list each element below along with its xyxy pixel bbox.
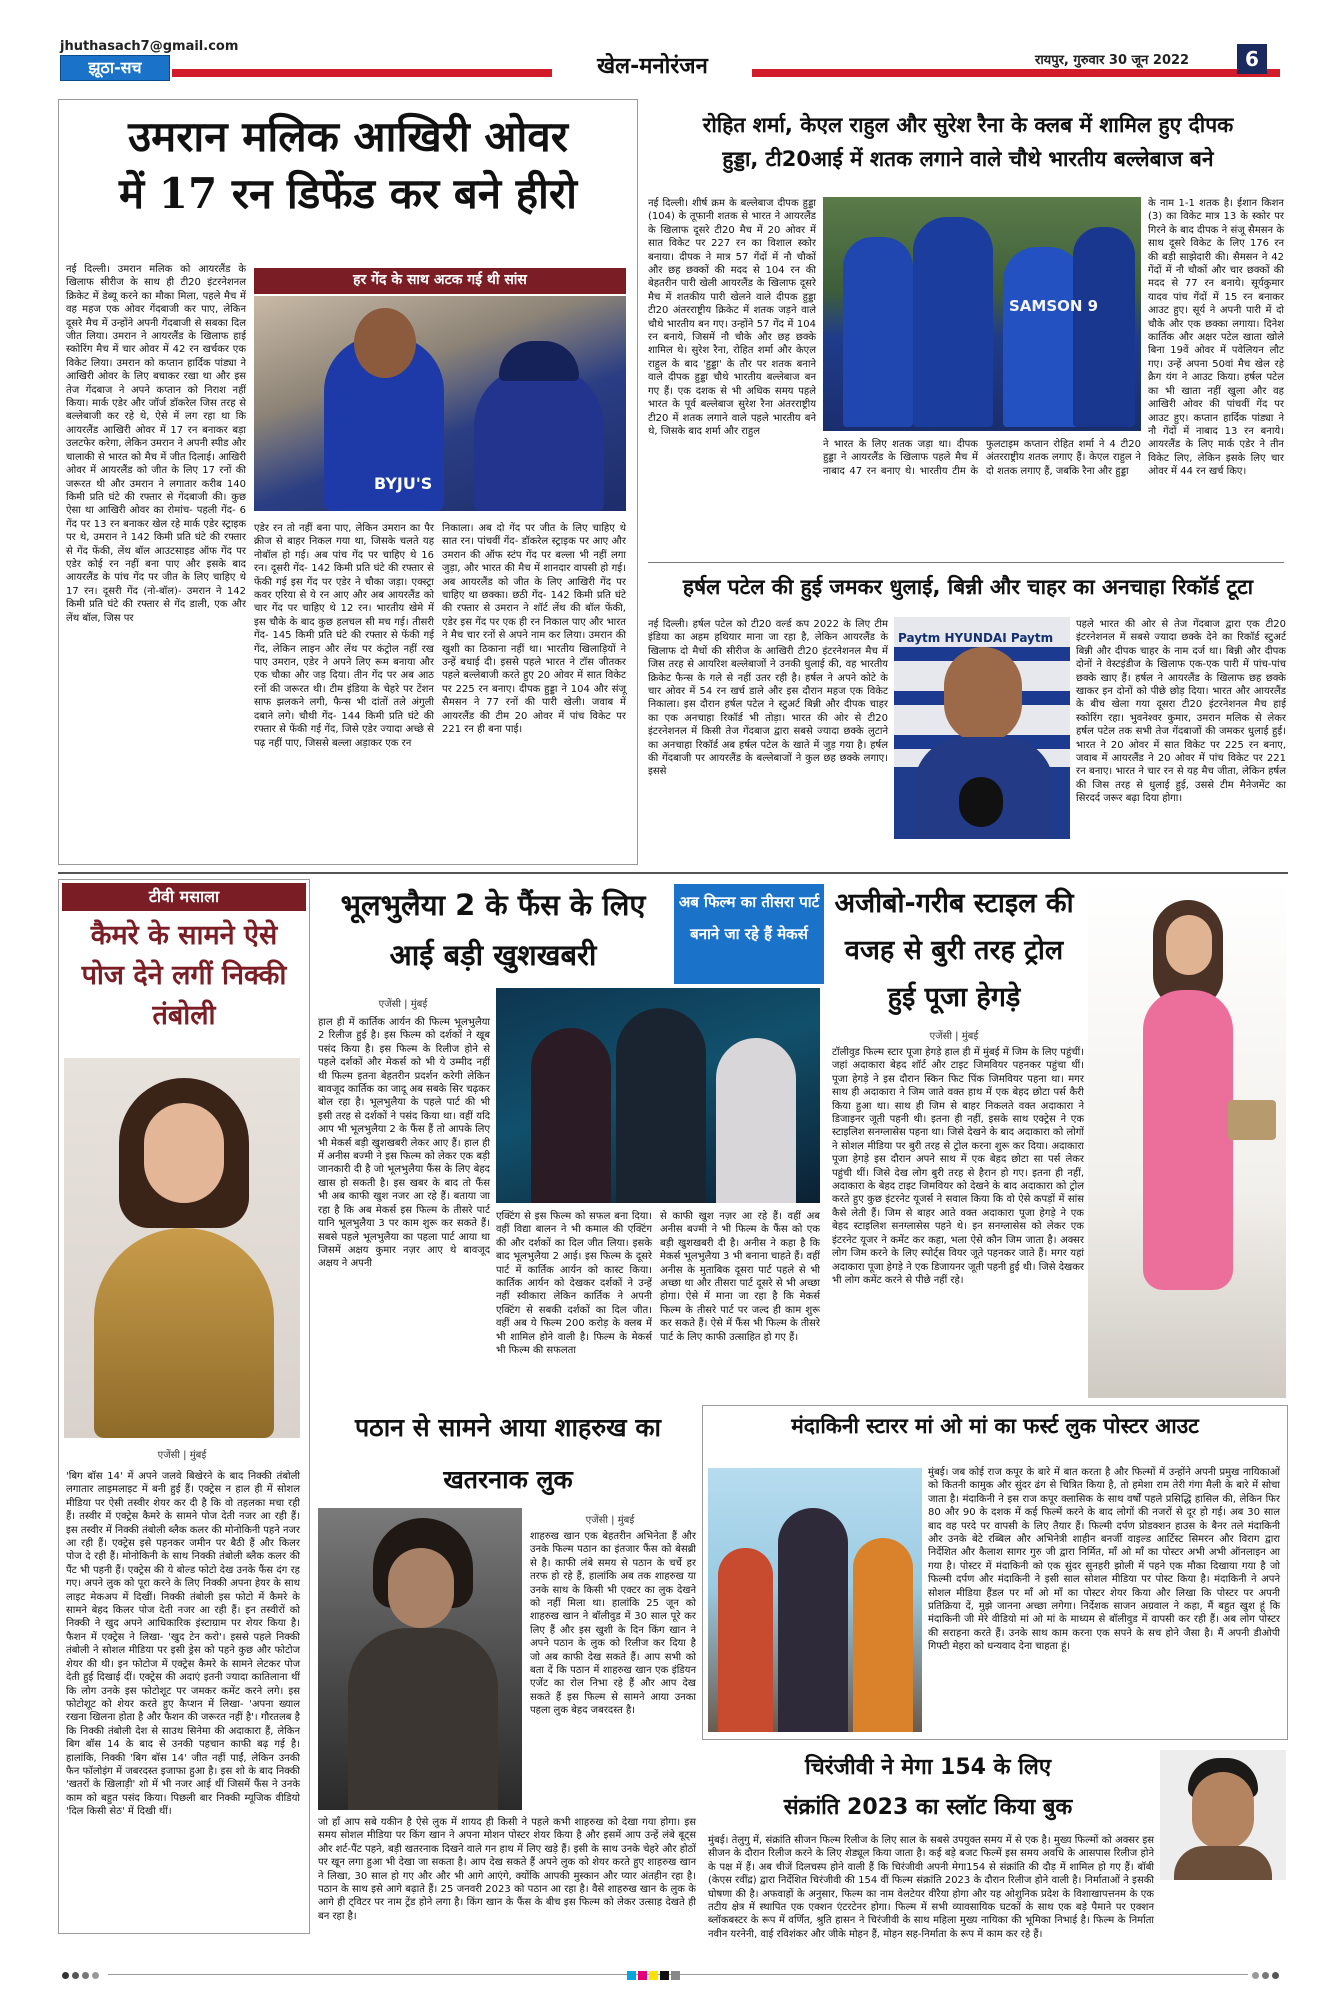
harshal-photo	[894, 617, 1070, 839]
bhool-sidebar: अब फिल्म का तीसरा पार्ट बनाने जा रहे हैं मेकर्स	[674, 884, 824, 984]
mandakini-body: मुंबई। जब कोई राज कपूर के बारे में बात करता है और फिल्मों में उन्होंने अपनी प्रमुख नायिकाओं को कितनी कामुक और सुंदर ढंग से चित्रित किया है, तो हमेशा राम तेरी गंगा मैली के बारे में सोचा जाता है। मंदाकिनी ने इस राज कपूर क्लासिक के साथ वर्षों पहले प्रसिद्धि हासिल की, लेकिन फिर 80 और 90 के दशक में कई फिल्में करने के बाद लोगों की नजरों से दूर हो गई। अब 30 साल बाद वह परदे पर वापसी के लिए तैयार हैं। फिल्मी दर्पण प्रोडक्शन हाउस के बैनर तले मंदाकिनी और उनके बेटे रब्बिल और अभिनेत्री शाहीन बनर्जी वाइल्ड आर्टिस्ट सिमरन और विराग द्वारा निर्देशित और कैलाश सागर गुरु जी द्वारा निर्मित, माँ ओ माँ का पोस्टर अभी अभी ऑनलाइन आ गया है। पोस्टर में मंदाकिनी को एक सुंदर सुनहरी झोली में पहने एक मौका दिखाया गया है जो फिल्मी दर्पण और मंदाकिनी ने इसी साल सोशल मीडिया पर पोस्ट किया है। मंदाकिनी ने अपने सोशल मीडिया हैंडल पर माँ ओ माँ का पोस्टर शेयर किया और लिखा कि पोस्टर पर अपनी प्रतिक्रिया दें, मुझे जानना अच्छा लगेगा। निर्देशक साजन अग्रवाल ने कहा, मैं बहुत खुश हूं कि मंदाकिनी जी मेरे वीडियो मां ओ मां के माध्यम से बॉलीवुड में वापसी कर रही हैं। अब लोग पोस्टर की सराहना करते हैं। उनके साथ काम करना एक सपने के सच होने जैसा है। मैं अपनी डीओपी गिफ्टी मेहरा को धन्यवाद देना चाहता हूं।	[928, 1467, 1280, 1653]
mandakini-poster	[708, 1468, 922, 1732]
harshal-face	[944, 647, 1022, 743]
rohit-headline-line2: हुड्डा, टी20आई में शतक लगाने वाले चौथे भारतीय बल्लेबाज बने	[722, 147, 1214, 171]
bhool-col-2: एक्टिंग से इस फिल्म को सफल बना दिया। वहीं विद्या बालन ने भी कमाल की एक्टिंग की और दर्शकों का दिल जीत लिया। इसके बाद भूलभुलैया 2 आई। इस फिल्म के दूसरे पार्ट में कार्तिक आर्यन को कास्ट किया। कार्तिक आर्यन को देखकर दर्शकों ने उन्हें नहीं स्वीकारा लेकिन कार्तिक ने अपनी एक्टिंग से सबकी दर्शकों का दिल जीत। वहीं अब ये फिल्म 200 करोड़ के क्लब में भी शामिल होने वाली है। फिल्म के मेकर्स भी फिल्म की सफलता	[496, 1211, 652, 1357]
umran-headline-line1: उमरान मलिक आखिरी ओवर	[128, 112, 568, 161]
umran-photo	[254, 296, 626, 511]
bottom-color-bar	[626, 1968, 681, 1982]
reg-swatch-gray	[671, 1971, 680, 1980]
harshal-col-1: नई दिल्ली। हर्षल पटेल को टी20 वर्ल्ड कप 2022 के लिए टीम इंडिया का अहम हथियार माना जा रहा है, लेकिन आयरलैंड के खिलाफ दो मैचों की सीरीज के आखिरी टी20 इंटरनेशनल मैच में जिस तरह से आयरिश बल्लेबाजों ने उनकी धुलाई की, वह भारतीय क्रिकेट फैन्स के गले से नहीं उतर रही है। हर्षल ने अपने कोटे के चार ओवर में 54 रन खर्च डाले और इस दौरान महज एक विकेट निकाला। इस दौरान हर्षल पटेल ने स्टुअर्ट बिन्नी और दीपक चाहर का एक अनचाहा रिकॉर्ड भी तोड़ा। भारत की ओर से टी20 इंटरनेशनल में किसी तेज गेंदबाज द्वारा सबसे ज्यादा छक्के लुटाने का अनचाहा रिकॉर्ड अब हर्षल पटेल के खाते में जुड़ गया है। हर्षल की गेंदबाजी पर आयरलैंड के बल्लेबाजों ने कुल छह छक्के लगाए। इससे	[648, 619, 888, 778]
chiranjeevi-headline-line1: चिरंजीवी ने मेगा 154 के लिए	[805, 1755, 1051, 1780]
mandakini-figure-3	[853, 1538, 913, 1732]
chiranjeevi-shirt	[1174, 1846, 1272, 1880]
harshal-mic	[959, 777, 1003, 827]
bhool-poster-figure-right	[716, 1038, 796, 1203]
pathan-headline-line1: पठान से सामने आया शाहरुख का	[354, 1413, 662, 1442]
pooja-face	[1166, 915, 1212, 975]
pathan-col-2: जो हाँ आप सबे यकीन है ऐसे लुक में शायद ही किसी ने पहले कभी शाहरुख को देखा गया होगा। इस समय सोशल मीडिया पर किंग खान ने अपना मोशन पोस्टर शेयर किया है और इसमें आप उन्हें लंबे बूट्स और शर्ट-पैंट पहने, बड़ी खतरनाक दिखने वाले गन हाथ में लिए खड़े हैं। इसी के साथ उनके चेहरे और होठों पर खून लगा हुआ भी देखा जा सकता है। आप देख सकते हैं अपने लुक को शेयर करते हुए शाहरुख खान ने लिखा, 30 साल हो गए और और भी आगे आएंगे, क्योंकि आपकी मुस्कान और प्यार अंतहीन रहा है। पठान के साथ इसे आगे बढ़ाते हैं। 25 जनवरी 2023 को पठान आ रहा है। वैसे शाहरुख खान के लुक के आगे ही ट्विटर पर नाम ट्रेंड होने लगा है। किंग खान के फैंस के बीच इस फिल्म को लेकर उत्साह देखते ही बन रहा है।	[318, 1817, 696, 1922]
pathan-body	[348, 1628, 498, 1810]
bottom-strip-right	[1252, 1968, 1282, 1982]
reg-swatch-black	[660, 1971, 669, 1980]
header-red-bar-right	[752, 69, 1280, 77]
header-date: रायपुर, गुरुवार 30 जून 2022	[1035, 53, 1190, 68]
nikki-face	[144, 1103, 224, 1203]
umran-col-2: एडेर रन तो नहीं बना पाए, लेकिन उमरान का पैर क्रीज से बाहर निकल गया था, जिसके चलते यह नोबॉल हो गई। अब पांच गेंद पर चाहिए थे 16 रन। दूसरी गेंद- 142 किमी प्रति घंटे की रफ्तार से फेंकी गई इस गेंद पर एडेर ने चौका जड़ा। एक्स्ट्रा कवर एरिया से ये रन आए और अब आयरलैंड को चार गेंद पर चाहिए थे 12 रन। भारतीय खेमे में इस चौके के बाद कुछ हलचल सी मच गई। तीसरी गेंद- 145 किमी प्रति घंटे की रफ्तार से फेंकी गई गेंद, लेकिन लाइन और लेंथ पर कंट्रोल नहीं रख पाए उमरान, एडेर ने अपने लिए रूम बनाया और एक चौका और जड़ दिया। तीन गेंद पर अब आठ रनों की जरूरत थी। टीम इंडिया के चेहरे पर टेंशन साफ झलकने लगी, फैन्स भी दांतों तले अंगुली दबाने लगे। चौथी गेंद- 144 किमी प्रति घंटे की रफ्तार से फेंकी गई गेंद, जिसे एडेर ज्यादा अच्छे से पढ़ नहीं पाए, जिससे बल्ला अड़ाकर एक रन	[254, 523, 434, 749]
pathan-photo	[318, 1508, 522, 1810]
bhool-col-3: से काफी खुश नज़र आ रहे हैं। वहीं अब अनीस बज्मी ने भी फिल्म के फैंस को एक बड़ी खुशखबरी दी है। अनीस ने कहा है कि मेकर्स भूलभुलैया 3 भी बनाना चाहते हैं। वहीं अनीस के मुताबिक दूसरा पार्ट पहले से भी अच्छा था और तीसरा पार्ट दूसरे से भी अच्छा होगा। ऐसे में माना जा रहा है कि मेकर्स फिल्म के तीसरे पार्ट पर जल्द ही काम शुरू कर सकते हैं। ऐसे में फैंस भी फिल्म के तीसरे पार्ट के लिए काफी उत्साहित हो गए हैं।	[660, 1211, 820, 1343]
mandakini-figure-1	[718, 1548, 773, 1732]
nikki-photo	[64, 1058, 300, 1438]
brand-label: झूठा-सच	[88, 58, 142, 77]
umran-player-2-cap	[499, 341, 579, 381]
rohit-headline	[648, 108, 1288, 176]
nikki-tag: टीवी मसाला	[62, 883, 306, 911]
reg-dot	[82, 1972, 89, 1979]
rohit-col-3: के नाम 1-1 शतक है। ईशान किशन (3) का विकेट मात्र 13 के स्कोर पर गिरने के बाद दीपक ने संजू सैमसन के साथ दूसरे विकेट के लिए 176 रन की बड़ी साझेदारी की। सैमसन ने 42 गेंदों में नौ चौकों और चार छक्कों की मदद से 77 रन बनाये। सूर्यकुमार यादव पांच गेंदों में 15 रन बनाकर आउट हुए। सूर्य ने अपनी पारी में दो चौके और एक छक्का लगाया। दिनेश कार्तिक और अक्षर पटेल खाता खोले बिना 19वें ओवर में पवेलियन लौट गए। उन्हें अपना 50वां मैच खेल रहे क्रैग यंग ने आउट किया। हर्षल पटेल का भी खाता नहीं खुला और वह आखिरी ओवर की पांचवीं गेंद पर आउट हुए। कप्तान हार्दिक पांड्या ने नौ गेंदों में नाबाद 13 रन बनाये। आयरलैंड के लिए मार्क एडेर ने तीन विकेट लिए, लेकिन इसके लिए चार ओवर में 44 रन खर्च किए।	[1148, 198, 1284, 478]
pathan-face	[388, 1548, 454, 1628]
mandakini-figure-2	[778, 1508, 848, 1732]
pooja-bag	[1228, 1100, 1276, 1140]
reg-dot	[1252, 1972, 1259, 1979]
pooja-outfit	[1143, 990, 1233, 1290]
pathan-headline	[318, 1402, 698, 1506]
brand-box	[60, 55, 170, 81]
pooja-headline: अजीबो-गरीब स्टाइल की वजह से बुरी तरह ट्रोल हुई पूजा हेगड़े	[834, 888, 1074, 1013]
header-email[interactable]: jhuthasach7@gmail.com	[60, 39, 239, 54]
bottom-strip-left	[62, 1968, 102, 1982]
rohit-player-3	[1003, 247, 1083, 427]
bhool-poster	[496, 988, 820, 1203]
harshal-photo-text: Paytm HYUNDAI Paytm	[898, 631, 1054, 645]
bhool-headline: भूलभुलैया 2 के फैंस के लिए आई बड़ी खुशखबरी	[340, 888, 646, 972]
reg-swatch-yellow	[649, 1971, 658, 1980]
page-number	[1237, 44, 1267, 74]
umran-headline-line2: में 17 रन डिफेंड कर बने हीरो	[119, 169, 577, 218]
pathan-col-1: शाहरुख खान एक बेहतरीन अभिनेता हैं और उनके फिल्म पठान का इंतजार फैंस को बेसब्री से है। काफी लंबे समय से पठान के चर्चे हर तरफ हो रहे हैं, हालांकि अब तक शाहरुख या उनके साथ के किसी भी एक्टर का लुक देखने को नहीं मिला था। हालांकि 25 जून को शाहरुख खान ने बॉलीवुड में 30 साल पूरे कर लिए हैं और इस खुशी के दिन किंग खान ने अपने पठान के लुक को रिलीज कर दिया है जो अब काफी देख सकते हैं। आप सभी को बता दें कि पठान में शाहरुख खान एक इंडियन एजेंट का रोल निभा रहे हैं और आप देख सकते हैं इस फिल्म से सामने आया उनका पहला लुक बेहद जबरदस्त है।	[530, 1531, 696, 1717]
chiranjeevi-photo	[1160, 1750, 1286, 1880]
reg-dot	[1262, 1972, 1269, 1979]
rohit-col-1: नई दिल्ली। शीर्ष क्रम के बल्लेबाज दीपक हुड्डा (104) के तूफानी शतक से भारत ने आयरलैंड के खिलाफ दूसरे टी20 मैच में 20 ओवर में सात विकेट पर 227 रन का विशाल स्कोर बनाया। दीपक ने मात्र 57 गेंदों में नौ चौकों और छह छक्कों की मदद से 104 रन की बेहतरीन पारी खेली आयरलैंड के खिलाफ दूसरे मैच में शतकीय पारी खेलने वाले दीपक हुड्डा टी20 अंतरराष्ट्रीय क्रिकेट में शतक जड़ने वाले चौथे भारतीय बन गए। उन्होंने 57 गेंद में 104 रन बनाये, जिसमें नौ चौके और छह छक्के शामिल थे। सुरेश रैना, रोहित शर्मा और केएल राहुल के बाद 'हुड्डा' के तौर पर शतक बनाने वाले दीपक हुड्डा चौथे भारतीय बल्लेबाज बन गए हैं। एक दशक से भी अधिक समय पहले भारत के पूर्व बल्लेबाज सुरेश रैना अंतरराष्ट्रीय टी20 में शतक लगाने वाले पहले भारतीय बने थे, जिसके बाद शर्मा और राहुल	[648, 198, 816, 437]
rohit-player-2	[913, 217, 993, 427]
umran-photo-text: BYJU'S	[374, 474, 433, 493]
header-red-bar-left	[172, 69, 552, 77]
rohit-photo	[823, 197, 1141, 431]
pooja-photo	[1088, 880, 1286, 1398]
umran-player-1-head	[354, 308, 416, 378]
umran-player-2	[474, 366, 604, 511]
bhool-byline: एजेंसी | मुंबई	[378, 999, 428, 1010]
umran-photo-caption: हर गेंद के साथ अटक गई थी सांस	[254, 268, 626, 294]
reg-dot	[1272, 1972, 1279, 1979]
reg-swatch-magenta	[638, 1971, 647, 1980]
nikki-body: 'बिग बॉस 14' में अपने जलवे बिखेरने के बाद निक्की तंबोली लगातार लाइमलाइट में बनी हुई हैं। एक्ट्रेस न हाल ही में सोशल मीडिया पर ऐसी तस्वीर शेयर कर दी है कि वो तहलका मचा रही हैं। तस्वीर में एक्ट्रेस कैमरे के सामने पोज देती नजर आ रही हैं। इस तस्वीर में निक्की तंबोली ब्लैक कलर की मोनोकिनी पहने नजर आ रही हैं। एक्ट्रेस इसे पहनकर जमीन पर बैठी हैं और किलर पोज दे रही हैं। मोनोकिनी के साथ निक्की तंबोली ब्लैक कलर की पैंट भी पहनी हैं। एक्ट्रेस की ये बोल्ड फोटो देख उनके फैंस दंग रह गए। अपने लुक को पूरा करने के लिए निक्की अपना हेयर के साथ लाइट मेकअप में दिखीं। निक्की तंबोली इस फोटो में कैमरे के सामने बेहद किलर पोज देती नजर आ रही हैं। इन तस्वीरों को निक्की ने खुद अपने आधिकारिक इंस्टाग्राम पर शेयर किया है। फैशन में एक्ट्रेस ने लिखा- 'खुद टेन करो'। इससे पहले निक्की तंबोली ने सोशल मीडिया पर इसी ड्रेस को पहने कुछ और फोटोज शेयर की थी। इन फोटोज में एक्ट्रेस कैमरे के सामने लेटकर पोज देती हुई दिखाई दीं। एक्ट्रेस की अदाएं इतनी ज्यादा कातिलाना थीं कि लोग उनके इस फोटोशूट पर जमकर कमेंट करने लगे। इस फोटोशूट को शेयर करते हुए कैप्शन में लिखा- 'अपना ख्याल रखना खिलना होता है और फैशन की जरूरत नहीं है'। गौरतलब है कि निक्की तंबोली देश से साउथ सिनेमा की अदाकारा हैं, लेकिन बिग बॉस 14 के बाद से उनकी पहचान काफी बढ़ गई है। हालांकि, निक्की 'बिग बॉस 14' जीत नहीं पाईं, लेकिन उनकी फैन फॉलोइंग में जबरदस्त इजाफा हुआ है। इस शो के बाद निक्की 'खतरों के खिलाड़ी' शो में भी नजर आई थीं जिसमें फैंस ने उनके काम को बहुत पसंद किया। पिछली बार निक्की म्यूजिक वीडियो 'दिल किसी सेठ' में दिखी थीं।	[66, 1471, 300, 1818]
reg-swatch-cyan	[627, 1971, 636, 1980]
rohit-col-2: ने भारत के लिए शतक जड़ा था। दीपक हुड्डा ने आयरलैंड के खिलाफ पहले मैच में नाबाद 47 रन बनाए थे। भारतीय टीम के फुलटाइम कप्तान रोहित शर्मा ने 4 टी20 अंतरराष्ट्रीय शतक लगाए हैं। केएल राहुल ने दो शतक लगाए हैं, जबकि रैना और हुड्डा	[823, 439, 1141, 477]
pooja-body: टॉलीवुड फिल्म स्टार पूजा हेगड़े हाल ही में मुंबई में जिम के लिए पहुंचीं। जहां अदाकारा बेहद शॉर्ट और टाइट जिमवियर पहनकर पहुंचा थीं। पूजा हेगड़े ने इस दौरान स्किन फिट पिंक जिमवियर पहना था। मगर साथ ही अदाकारा ने जिम जाते वक्त हाथ में एक बेहद छोटा पर्स कैरी किया हुआ था। साथ ही जिम से बाहर निकलते वक्त अदाकारा ने डिजाइनर जूती पहनी थी। इतना ही नहीं, इसके साथ एक्ट्रेस ने एक स्टाइलिश सनग्लासेस पहना था। जिसे देखने के बाद अदाकारा को लोगों ने सोशल मीडिया पर बुरी तरह से ट्रोल करना शुरू कर दिया। अदाकारा पूजा हेगड़े इस दौरान अपने साथ में एक बेहद छोटा सा पर्स लेकर पहुंची थीं। जिसे देख लोग बुरी तरह से हैरान हो गए। इतना ही नहीं, अदाकारा के बेहद टाइट जिमवियर को देखने के बाद अदाकारा को ट्रोल करते हुए कुछ इंटरनेट यूजर्स ने सवाल किया कि वो ऐसे कपड़ों में सांस कैसे लेती हैं। जिम से बाहर आते वक्त अदाकारा पूजा हेगड़े ने एक बेहद स्टाइलिश सनग्लासेस पहने थे। इन सनग्लासेस को लेकर एक इंटरनेट यूजर ने कमेंट कर कहा, भला ऐसे कौन जिम जाता है। अक्सर लोग जिम करने के लिए स्पोर्ट्स वियर जूते पहनकर जाते हैं। मगर यहां अदाकारा पूजा हेगड़े ने एक डिजायनर जूती पहनी हुई थी। जिसे देखकर भी लोग कमेंट करने से पीछे नहीं रहे।	[832, 1047, 1084, 1286]
harshal-col-2: पहले भारत की ओर से तेज गेंदबाज द्वारा एक टी20 इंटरनेशनल में सबसे ज्यादा छक्के देने का रिकॉर्ड स्टुअर्ट बिन्नी और दीपक चाहर के नाम दर्ज था। बिन्नी और दीपक दोनों ने वेस्टइंडीज के खिलाफ एक-एक पारी में पांच-पांच छक्के खाए हैं। हर्षल ने आयरलैंड के खिलाफ छह छक्के खाकर इन दोनों को पीछे छोड़ दिया। भारत और आयरलैंड के बीच खेला गया दूसरा टी20 इंटरनेशनल मैच हाई स्कोरिंग रहा। भुवनेश्वर कुमार, उमरान मलिक से लेकर हर्षल पटेल तक सभी तेज गेंदबाजों की जमकर धुलाई हुई। भारत ने 20 ओवर में सात विकेट पर 225 रन बनाए, जवाब में आयरलैंड ने 20 ओवर में पांच विकेट पर 221 रन बनाए। भारत ने चार रन से यह मैच जीता, लेकिन हर्षल की जिस तरह से धुलाई हुई, उससे टीम मैनेजमेंट का सिरदर्द जरूर बढ़ा दिया होगा।	[1076, 619, 1286, 805]
bhool-poster-figure-center	[616, 1008, 706, 1203]
reg-dot	[72, 1972, 79, 1979]
rohit-player-4	[1073, 227, 1135, 427]
rohit-headline-line1: रोहित शर्मा, केएल राहुल और सुरेश रैना के क्लब में शामिल हुए दीपक	[702, 113, 1234, 137]
reg-dot	[92, 1972, 99, 1979]
reg-dot	[62, 1972, 69, 1979]
bhool-col-1: हाल ही में कार्तिक आर्यन की फिल्म भूलभुलैया 2 रिलीज हुई है। इस फिल्म को दर्शकों ने खूब पसंद किया है। इस फिल्म के रिलीज होने से पहले दर्शकों और मेकर्स को भी ये उम्मीद नहीं थी फिल्म इतना बेहतरीन प्रदर्शन करेगी लेकिन बावजूद कार्तिक का जादू अब सबके सिर चढ़कर बोल रहा है। भूलभुलैया के पहले पार्ट की भी इसी तरह से दर्शकों ने पसंद किया था। वहीं यदि आप भी भूलभुलैया 2 के फैंस हैं तो आपके लिए भी मेकर्स बड़ी खुशखबरी लेकर आए हैं। हाल ही में अनीस बज्मी ने इस फिल्म को लेकर एक बड़ी जानकारी दी है जो भूलभुलैया फैंस के लिए बेहद खास हो सकती है। इस खबर के बाद तो फैंस भी अब काफी खुश नजर आ रहे हैं। बताया जा रहा है कि अब मेकर्स इस फिल्म के तीसरे पार्ट यानि भूलभुलैया 3 पर काम शुरू कर सकते हैं। सबसे पहले भूलभुलैया का पहला पार्ट आया था जिसमें अक्षय कुमार नज़र आए थे बावजूद अक्षय ने अपनी	[318, 1017, 490, 1270]
pooja-byline: एजेंसी | मुंबई	[929, 1031, 979, 1042]
page-number-text: 6	[1245, 47, 1259, 71]
rohit-photo-text: SAMSON 9	[1009, 297, 1099, 315]
rohit-divider	[648, 562, 1284, 563]
pathan-headline-line2: खतरनाक लुक	[443, 1465, 573, 1494]
section-title: खेल-मनोरंजन	[597, 54, 708, 79]
nikki-dress	[94, 1228, 274, 1438]
chiranjeevi-headline-line2: संक्रांति 2023 का स्लॉट किया बुक	[783, 1795, 1073, 1820]
rohit-player-1	[843, 237, 913, 427]
nikki-headline: कैमरे के सामने ऐसे पोज देने लगीं निक्की तंबोली	[81, 920, 287, 1031]
chiranjeevi-face	[1192, 1772, 1254, 1850]
umran-col-3: निकाला। अब दो गेंद पर जीत के लिए चाहिए थे सात रन। पांचवीं गेंद- डॉकरेल स्ट्राइक पर आए और उमरान की ऑफ स्टंप गेंद पर बल्ला भी नहीं लगा जुड़ा, और भारत की मैच में शानदार वापसी हो गई। अब आयरलैंड को जीत के लिए आखिरी गेंद पर चाहिए था छक्का। छठी गेंद- 142 किमी प्रति घंटे की रफ्तार से उमरान ने शॉर्ट लेंथ की बॉल फेंकी, एडेर इस गेंद पर एक ही रन निकाल पाए और भारत ने मैच चार रनों से अपने नाम कर लिया। उमरान की खुशी का ठिकाना नहीं था। भारतीय खिलाड़ियों ने उन्हें बधाई दी। इससे पहले भारत ने टॉस जीतकर पहले बल्लेबाजी करते हुए 20 ओवर में सात विकेट पर 225 रन बनाए। दीपक हुड्डा ने 104 और संजू सैमसन ने 77 रनों की पारी खेली। जवाब में आयरलैंड की टीम 20 ओवर में पांच विकेट पर 221 रन ही बना पाई।	[442, 523, 626, 736]
umran-headline	[68, 108, 628, 222]
chiranjeevi-body: मुंबई। तेलुगु में, संक्रांति सीजन फिल्म रिलीज के लिए साल के सबसे उपयुक्त समय में से एक है। मुख्य फिल्मों को अक्सर इस सीजन के दौरान रिलीज करने के लिए शेड्यूल किया जाता है। कई बड़े बजट फिल्में इस समय अवधि के आसपास रिलीज होने के पक्ष में हैं। अब चीजें दिलचस्प होने वाली हैं कि चिरंजीवी अपनी मेगा154 से संक्रांति की दौड़ में शामिल हो गए हैं। बॉबी (केएस रवींद्र) द्वारा निर्देशित चिरंजीवी की 154 वीं फिल्म संक्रांति 2023 के दौरान रिलीज होने वाली है। निर्माताओं ने इसकी घोषणा की है। अफवाहों के अनुसार, फिल्म का नाम वेलटेयर वीरैया होगा और यह ओशुनिक प्रदेश के विशाखापत्तनम के एक तटीय क्षेत्र में स्थापित एक एक्शन एंटरटेनर होगा। फिल्म में सभी व्यावसायिक घटकों के साथ एक बड़े पैमाने पर एक्शन ब्लॉकबस्टर के रूप में वर्णित, श्रुति हासन ने चिरंजीवी के साथ महिला मुख्य नायिका की भूमिका निभाई है। फिल्म के निर्माता नवीन यरनेनी, वाई रविशंकर और जीके मोहन हैं, मोहन सह-निर्माता के रूप में काम कर रहे हैं।	[708, 1835, 1154, 1940]
mandakini-headline: मंदाकिनी स्टारर मां ओ मां का फर्स्ट लुक पोस्टर आउट	[791, 1414, 1199, 1438]
bhool-poster-figure-left	[531, 1028, 611, 1203]
section-divider	[58, 872, 1288, 874]
chiranjeevi-headline	[702, 1748, 1154, 1828]
pathan-byline: एजेंसी | मुंबई	[585, 1515, 635, 1526]
nikki-byline: एजेंसी | मुंबई	[157, 1450, 207, 1461]
umran-col-1: नई दिल्ली। उमरान मलिक को आयरलैंड के खिलाफ सीरीज के साथ ही टी20 इंटरनेशनल क्रिकेट में डेब्यू करने का मौका मिला, पहले मैच में वह महज एक ओवर गेंदबाजी कर पाए, लेकिन दूसरे मैच में उन्होंने अपनी गेंदबाजी से सबका दिल जीत लिया। उमरान ने आयरलैंड के खिलाफ हाई स्कोरिंग मैच में चार ओवर में 42 रन खर्चकर एक विकेट लिया। उमरान को कप्तान हार्दिक पांड्या ने आखिरी ओवर के लिए बचाकर रखा था और इस तेज गेंदबाज ने अपने कप्तान को निराश नहीं किया। मार्क एडेर और जॉर्ज डॉकरेल जिस तरह से बल्लेबाजी कर रहे थे, ऐसे में लग रहा था कि आयरलैंड आखिरी ओवर में 17 रन बनाकर बड़ा उलटफेर करेगा, लेकिन उमरान ने अपनी स्पीड और चालाकी से भारत को मैच में जीत दिलाई। आखिरी ओवर में आयरलैंड को जीत के लिए 17 रनों की जरूरत थी और उमरान ने लगातार करीब 140 किमी प्रति घंटे की रफ्तार से गेंदबाजी की। कुछ ऐसा था आखिरी ओवर का रोमांच- पहली गेंद- 6 गेंद पर 13 रन बनाकर खेल रहे मार्क एडेर स्ट्राइक पर थे, उमरान ने 142 किमी प्रति घंटे की रफ्तार से गेंद फेंकी, लेंथ बॉल आउटसाइड ऑफ गेंद पर एडेर कोई रन नहीं बना पाए और इसके बाद आयरलैंड के पांच गेंद पर जीत के लिए चाहिए थे 17 रन। दूसरी गेंद (नो-बॉल)- उमरान ने 142 किमी प्रति घंटे की रफ्तार से गेंद डाली, एक और लेंथ बॉल, जिस पर	[66, 264, 246, 624]
harshal-headline: हर्षल पटेल की हुई जमकर धुलाई, बिन्नी और चाहर का अनचाहा रिकॉर्ड टूटा	[682, 575, 1254, 599]
